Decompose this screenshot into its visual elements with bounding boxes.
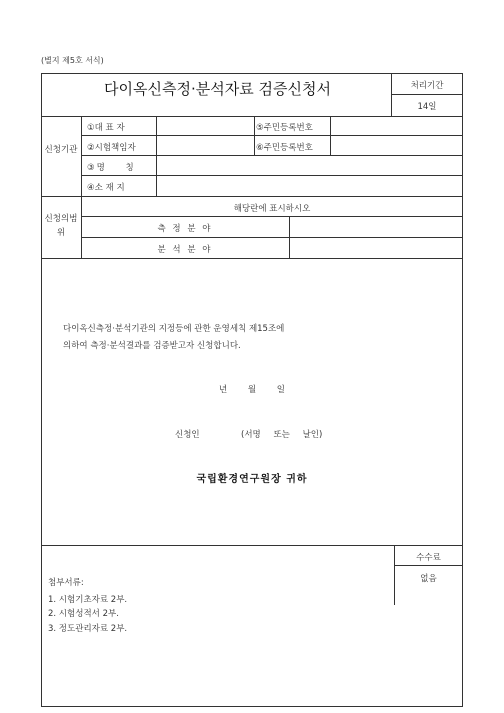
statement-line-2: 의하여 측정·분석결과를 검증받고자 신청합니다.: [63, 341, 241, 351]
scope-section-label: 신청의범위: [44, 214, 78, 238]
fee-label: 수수료: [416, 553, 441, 563]
analysis-field-label: 분 석 분 야: [157, 245, 213, 255]
test-manager-label: ②시험책임자: [87, 143, 136, 153]
applicant-label: 신청인: [175, 430, 200, 440]
rrn-field-1[interactable]: [331, 117, 462, 135]
attachment-item: 1. 시험기초자료 2부.: [48, 595, 128, 605]
test-manager-field[interactable]: [157, 136, 253, 155]
attachment-item: 3. 정도관리자료 2부.: [48, 624, 128, 634]
attachment-item: 2. 시험성적서 2부.: [48, 609, 119, 619]
measurement-field-label: 측 정 분 야: [157, 224, 213, 234]
applicant-org-section-label: 신청기관: [44, 145, 78, 155]
org-name-field[interactable]: [157, 156, 462, 175]
org-name-label: ③명 칭: [87, 163, 136, 173]
divider: [41, 196, 463, 197]
attachments-title: 첨부서류:: [48, 578, 84, 588]
signature-hint: (서명 또는 날인): [241, 430, 323, 440]
rrn-label-2: ⑥주민등록번호: [256, 143, 313, 153]
representative-label: ①대 표 자: [87, 123, 125, 133]
rrn-field-2[interactable]: [331, 136, 462, 155]
scope-instruction: 해당란에 표시하시오: [233, 204, 311, 214]
divider: [254, 116, 255, 156]
address-label: ④소 재 지: [87, 183, 125, 193]
analysis-field-mark[interactable]: [290, 238, 462, 258]
processing-period-value: 14일: [417, 102, 437, 112]
fee-value: 없음: [420, 574, 437, 584]
divider: [391, 94, 463, 95]
divider: [41, 258, 463, 259]
measurement-field-mark[interactable]: [290, 217, 462, 237]
address-field[interactable]: [157, 176, 462, 196]
application-date[interactable]: 년 월 일: [218, 385, 286, 395]
representative-field[interactable]: [157, 117, 253, 135]
statement-line-1: 다이옥신측정·분석기관의 지정등에 관한 운영세칙 제15조에: [63, 324, 285, 334]
addressee: 국립환경연구원장 귀하: [196, 474, 308, 485]
page-title: 다이옥신측정·분석자료 검증신청서: [104, 80, 331, 98]
divider: [81, 116, 82, 258]
form-reference: (별지 제5호 서식): [41, 56, 104, 65]
processing-period-label: 처리기간: [410, 81, 444, 91]
divider: [41, 545, 463, 546]
divider: [394, 565, 463, 566]
rrn-label-1: ⑤주민등록번호: [256, 123, 313, 133]
